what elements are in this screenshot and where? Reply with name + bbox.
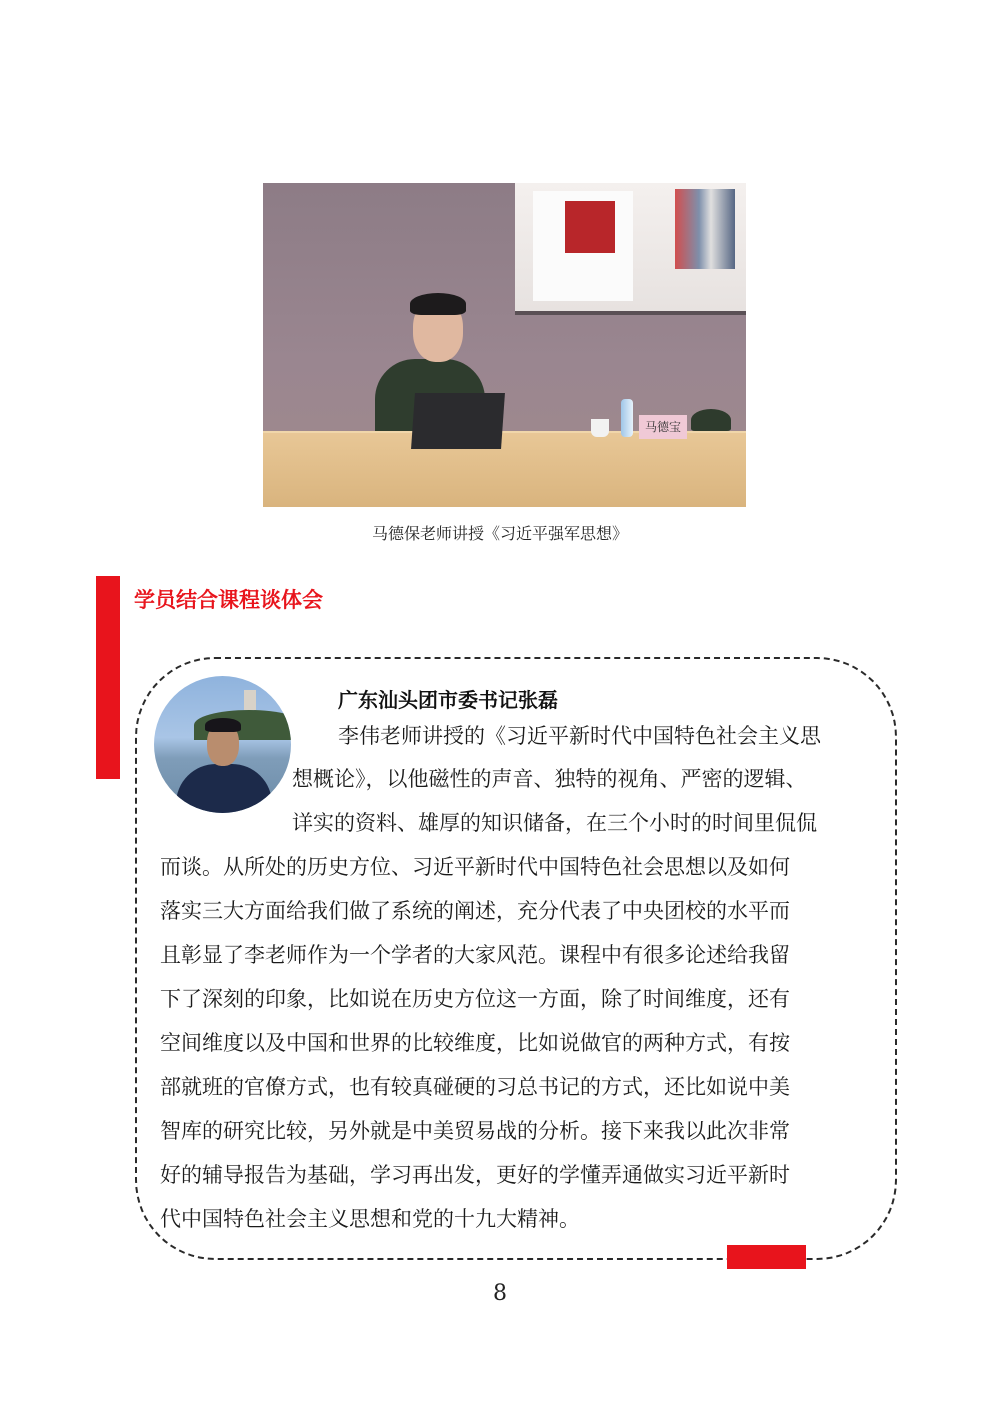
person-name: 广东汕头团市委书记张磊 xyxy=(338,688,558,712)
slide-figure xyxy=(675,189,735,269)
photo-caption: 马德保老师讲授《习近平强军思想》 xyxy=(371,524,628,543)
text-line: 空间维度以及中国和世界的比较维度，比如说做官的两种方式，有按 xyxy=(160,1031,790,1055)
text-line: 下了深刻的印象，比如说在历史方位这一方面，除了时间维度，还有 xyxy=(160,987,790,1011)
slide-image xyxy=(565,201,615,253)
text-line: 而谈。从所处的历史方位、习近平新时代中国特色社会思想以及如何 xyxy=(160,855,790,879)
nameplate: 马德宝 xyxy=(639,415,687,439)
section-accent-bar xyxy=(96,576,120,779)
page-number: 8 xyxy=(493,1281,507,1306)
tea-cup xyxy=(591,419,609,437)
text-line: 好的辅导报告为基础，学习再出发，更好的学懂弄通做实习近平新时 xyxy=(160,1163,790,1187)
lecture-photo xyxy=(263,183,746,507)
water-bottle xyxy=(621,399,633,437)
text-line: 详实的资料、雄厚的知识储备，在三个小时的时间里侃侃 xyxy=(292,811,817,835)
text-line: 代中国特色社会主义思想和党的十九大精神。 xyxy=(160,1207,580,1231)
military-cap xyxy=(691,409,731,431)
avatar-hair xyxy=(205,718,241,732)
projector-screen xyxy=(515,183,746,315)
avatar xyxy=(154,676,291,813)
text-line: 李伟老师讲授的《习近平新时代中国特色社会主义思 xyxy=(338,724,821,748)
section-title: 学员结合课程谈体会 xyxy=(134,588,323,612)
laptop xyxy=(411,393,505,449)
text-line: 且彰显了李老师作为一个学者的大家风范。课程中有很多论述给我留 xyxy=(160,943,790,967)
text-line: 落实三大方面给我们做了系统的阐述，充分代表了中央团校的水平而 xyxy=(160,899,790,923)
text-line: 想概论》，以他磁性的声音、独特的视角、严密的逻辑、 xyxy=(292,767,807,791)
avatar-pagoda xyxy=(244,690,256,710)
text-line: 部就班的官僚方式，也有较真碰硬的习总书记的方式，还比如说中美 xyxy=(160,1075,790,1099)
avatar-coat xyxy=(176,764,272,813)
speaker-hair xyxy=(410,293,466,315)
text-line: 智库的研究比较，另外就是中美贸易战的分析。接下来我以此次非常 xyxy=(160,1119,790,1143)
lecture-table xyxy=(263,433,746,507)
card-accent-tab xyxy=(727,1245,806,1269)
